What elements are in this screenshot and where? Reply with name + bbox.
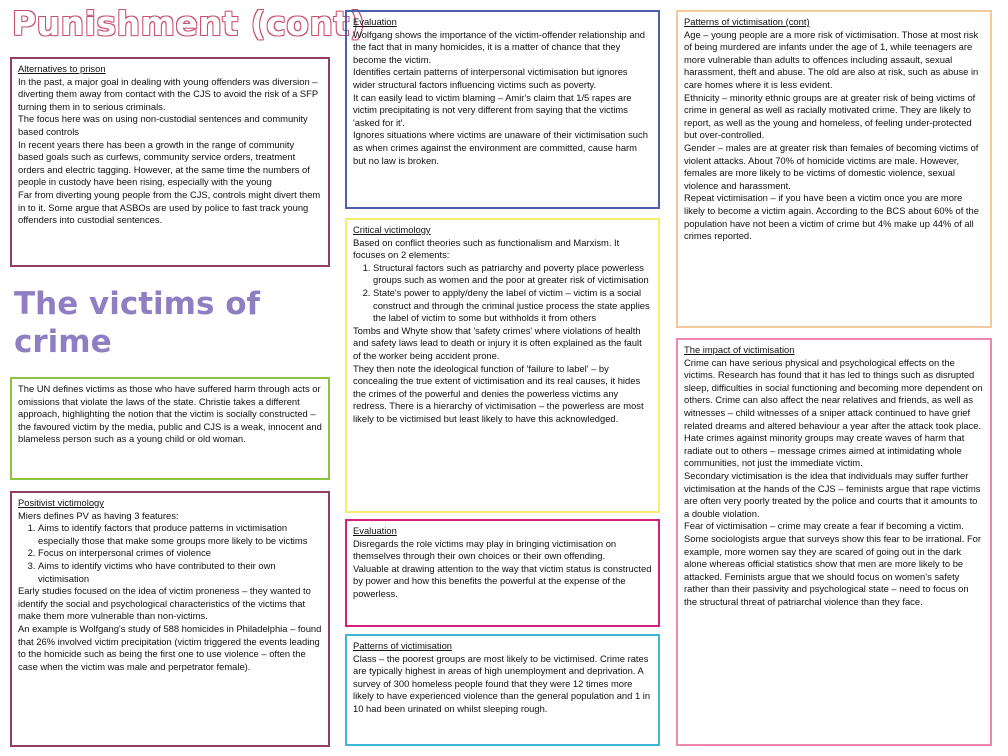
punishment-title: Punishment (cont) xyxy=(12,4,366,43)
patterns-cont-heading: Patterns of victimisation (cont) xyxy=(684,16,810,27)
patterns-line: Class – the poorest groups are most likely to be victimised. Crime rates are typically highest in areas of high unemployment and deprivation. A survey of 300 homeless people found that they were 12 times more likely to have experienced violence than the general population and 1 in 10 had been urinated on whilst sleeping rough. xyxy=(353,652,651,714)
patterns-cont-line: Ethnicity – minority ethnic groups are at greater risk of being victims of crime in general as well as racially motivated crime. They are likely to report, as well as the young and homeless, of feeling under-protected but over-controlled. xyxy=(684,91,976,141)
victims-title-line: The victims of xyxy=(14,286,261,322)
alternatives-line: In the past, a major goal in dealing with young offenders was diversion – diverting them away from contact with the CJS to avoid the risk of a SFP turning them in to serious criminals. xyxy=(18,75,318,112)
alternatives-line: Far from diverting young people from the CJS, controls might divert them in to it. Some argue that ASBOs are used by police to fast track young offenders into custodial sentences. xyxy=(18,188,321,226)
impact-box xyxy=(676,338,992,746)
patterns-box xyxy=(345,634,660,746)
positivist-line: An example is Wolfgang's study of 588 homicides in Philadelphia – found that 26% involved victim precipitation (victim triggered the events leading to the homicide such as being the first one to use violence – often the case when the victim was male and perpetrator female). xyxy=(18,622,322,672)
victims-definition-text: The UN defines victims as those who have suffered harm through acts or omissions that violate the laws of the state. Christie takes a different approach, highlighting the notion that the victim is socially constructed – the favoured victim by the media, public and CJS is a weak, innocent and blameless person such as a young child or old woman. xyxy=(18,383,322,445)
evaluation-heading: Evaluation xyxy=(353,16,397,27)
critical-heading: Critical victimology xyxy=(353,224,431,235)
positivist-list xyxy=(18,522,322,585)
list-item: 3. Aims to identify victims who have contributed to their own victimisation xyxy=(38,560,322,585)
evaluation-box-1 xyxy=(345,10,660,209)
evaluation-line: Identifies certain patterns of interpersonal victimisation but ignores wider structural factors influencing victims such as poverty. xyxy=(353,66,628,90)
victims-title xyxy=(14,285,260,361)
impact-line: Secondary victimisation is the idea that individuals may suffer further victimisation at the hands of the CJS – feminists argue that rape victims are often very poorly treated by the police and courts that it amounts to a double violation. xyxy=(684,469,981,519)
evaluation-line: Wolfgang shows the importance of the victim-offender relationship and the fact that in many homicides, it is a matter of chance that they become the victim. xyxy=(353,28,646,65)
alternatives-heading: Alternatives to prison xyxy=(18,63,106,74)
evaluation-line: Valuable at drawing attention to the way that victim status is constructed by power and how this benefits the powerful at the expense of the powerless. xyxy=(353,562,652,599)
evaluation-line: It can easily lead to victim blaming – Amir's claim that 1/5 rapes are victim precipitating is not very different from saying that the victims 'asked for it'. xyxy=(353,91,632,128)
list-item: 2. State's power to apply/deny the label of victim – victim is a social construct and through the criminal justice process the state applies the label of victim to some but withholds it from others xyxy=(373,287,652,325)
critical-victimology-box xyxy=(345,218,660,513)
alternatives-line: In recent years there has been a growth in the range of community based goals such as curfews, community service orders, treatment orders and electric tagging. However, at the same time the numbers of people in custody have been rising, especially with the young xyxy=(18,138,310,188)
patterns-cont-line: Gender – males are at greater risk than females of becoming victims of violent attacks. About 70% of homicide victims are male. However, females are more likely to be victims of domestic violence, sexual violence and harassment. xyxy=(684,141,979,191)
critical-list xyxy=(353,262,652,325)
evaluation-line: Ignores situations where victims are unaware of their victimisation such as when crimes against the environment are committed, cause harm but no law is broken. xyxy=(353,129,648,166)
victims-title-line: crime xyxy=(14,324,112,360)
critical-intro: Based on conflict theories such as functionalism and Marxism. It focuses on 2 elements: xyxy=(353,236,620,261)
impact-heading: The impact of victimisation xyxy=(684,344,795,355)
patterns-cont-box xyxy=(676,10,992,328)
evaluation-heading: Evaluation xyxy=(353,525,397,536)
positivist-heading: Positivist victimology xyxy=(18,497,104,508)
list-item: 1. Structural factors such as patriarchy and poverty place powerless groups such as women and the poor at greater risk of victimisation xyxy=(373,262,652,287)
impact-line: Fear of victimisation – crime may create a fear if becoming a victim. Some sociologists argue that surveys show this fear to be irrational. For example, more women say they are scared of going out in the dark alone whereas official statistics show that men are more likely to be attacked. Feminists argue that we should focus on women's safety rather than their passivity and psychological state – need to focus on the structural threat of patriarchal violence than they face. xyxy=(684,520,982,607)
victims-definition-box xyxy=(10,377,330,480)
positivist-box xyxy=(10,491,330,747)
patterns-cont-line: Age – young people are a more risk of victimisation. Those at most risk of being murdered are infants under the age of 1, while teenagers are more vulnerable than adults to offences including assault, sexual harassment, theft and abuse. The old are also at risk, such as abuse in care homes where it is less evident. xyxy=(684,28,979,90)
positivist-line: Early studies focused on the idea of victim proneness – they wanted to identify the social and psychological characteristics of the victims that make them more vulnerable than non-victims. xyxy=(18,585,311,622)
impact-line: Hate crimes against minority groups may create waves of harm that radiate out to others – message crimes aimed at intimidating whole communities, not just the immediate victim. xyxy=(684,432,965,469)
evaluation-line: Disregards the role victims may play in bringing victimisation on themselves through their own choices or their own offending. xyxy=(353,537,617,562)
patterns-cont-line: Repeat victimisation – if you have been a victim once you are more likely to become a victim again. According to the BCS about 60% of the population have not been a victim of crime but 4% make up 44% of all crimes reported. xyxy=(684,192,979,242)
critical-line: They then note the ideological function of 'failure to label' – by concealing the true extent of victimisation and its real causes, it hides the crimes of the powerful and denies the powerless victims any redress. There is a hierarchy of victimisation – the powerless are most likely to be victimised but least likely to have this acknowledged. xyxy=(353,362,644,424)
positivist-intro: Miers defines PV as having 3 features: xyxy=(18,509,179,521)
list-item: 2. Focus on interpersonal crimes of violence xyxy=(38,547,322,560)
evaluation-box-2 xyxy=(345,519,660,627)
impact-line: Crime can have serious physical and psychological effects on the victims. Research has found that it has led to things such as disrupted sleep, difficulties in social functioning and becoming more dependent on others. Crime can also affect the near relatives and friends, as well as witnesses – child witnesses of a sniper attack continued to have grief related dreams and altered behaviour a year after the attack took place. xyxy=(684,356,983,431)
critical-line: Tombs and Whyte show that 'safety crimes' where violations of health and safety laws lead to death or injury it is often explained as the fault of the worker being accident prone. xyxy=(353,324,642,361)
alternatives-box xyxy=(10,57,330,267)
list-item: 1. Aims to identify factors that produce patterns in victimisation especially those that make some groups more likely to be victims xyxy=(38,522,322,547)
patterns-heading: Patterns of victimisation xyxy=(353,640,452,651)
alternatives-line: The focus here was on using non-custodial sentences and community based controls xyxy=(18,113,308,137)
